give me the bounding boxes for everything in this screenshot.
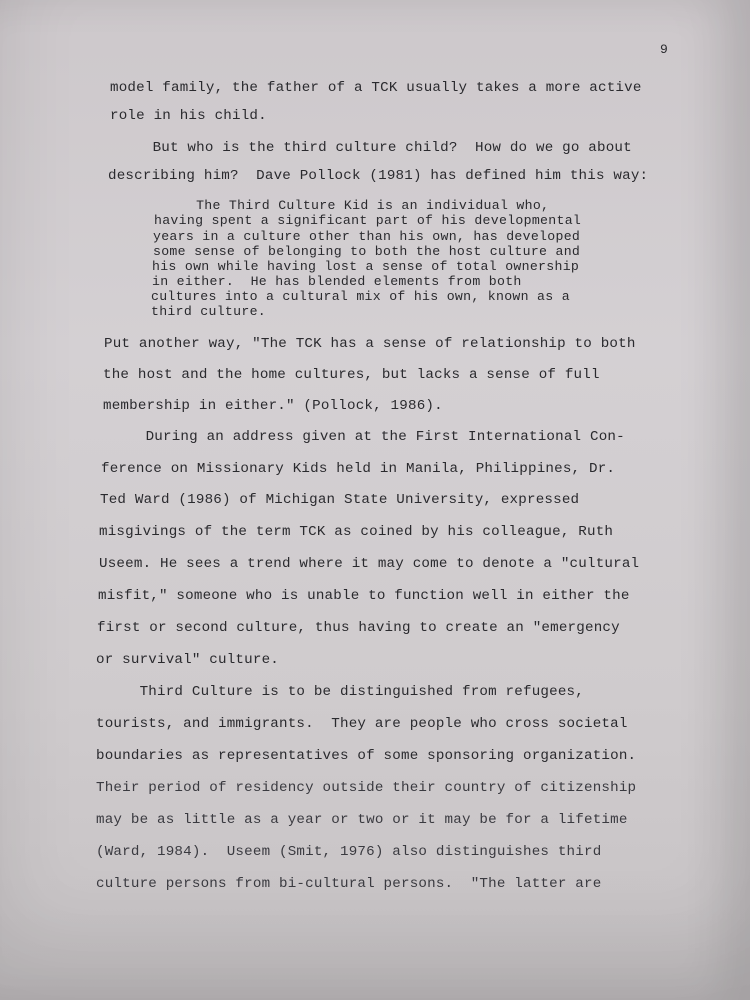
body-line: the host and the home cultures, but lacks a sense of full xyxy=(103,367,600,383)
body-line: misfit," someone who is unable to function well in either the xyxy=(98,588,630,604)
body-line: model family, the father of a TCK usually takes a more active xyxy=(110,80,642,96)
body-line: Third Culture is to be distinguished from refugees, xyxy=(96,684,584,700)
page-number: 9 xyxy=(660,42,668,57)
body-line: Useem. He sees a trend where it may come to denote a "cultural xyxy=(99,556,640,572)
body-line: describing him? Dave Pollock (1981) has defined him this way: xyxy=(108,168,649,184)
body-line: may be as little as a year or two or it may be for a lifetime xyxy=(96,812,628,828)
block-quote-line: years in a culture other than his own, has developed xyxy=(153,229,581,244)
block-quote-line: in either. He has blended elements from both xyxy=(152,274,522,289)
block-quote-line: The Third Culture Kid is an individual who, xyxy=(155,198,550,213)
body-line: tourists, and immigrants. They are people who cross societal xyxy=(96,716,628,732)
block-quote-line: his own while having lost a sense of total ownership xyxy=(152,259,580,274)
block-quote-line: cultures into a cultural mix of his own, known as a xyxy=(151,289,570,304)
body-line: or survival" culture. xyxy=(96,652,279,668)
body-line: ference on Missionary Kids held in Manila, Philippines, Dr. xyxy=(101,461,616,477)
body-line: boundaries as representatives of some sponsoring organization. xyxy=(96,748,637,764)
block-quote-line: third culture. xyxy=(151,304,266,319)
body-line: misgivings of the term TCK as coined by his colleague, Ruth xyxy=(99,524,614,540)
body-line: Ted Ward (1986) of Michigan State University, expressed xyxy=(100,492,580,508)
body-line: culture persons from bi-cultural persons. "The latter are xyxy=(96,876,602,892)
block-quote-line: some sense of belonging to both the host culture and xyxy=(153,244,581,259)
body-line: But who is the third culture child? How do we go about xyxy=(109,140,632,156)
body-line: membership in either." (Pollock, 1986). xyxy=(103,398,443,414)
body-line: During an address given at the First International Con- xyxy=(102,429,625,445)
body-line: first or second culture, thus having to create an "emergency xyxy=(97,620,620,636)
body-line: role in his child. xyxy=(110,108,267,124)
body-line: (Ward, 1984). Useem (Smit, 1976) also distinguishes third xyxy=(96,844,602,860)
block-quote-line: having spent a significant part of his developmental xyxy=(154,213,582,228)
body-line: Their period of residency outside their country of citizenship xyxy=(96,780,637,796)
body-line: Put another way, "The TCK has a sense of relationship to both xyxy=(104,336,636,352)
